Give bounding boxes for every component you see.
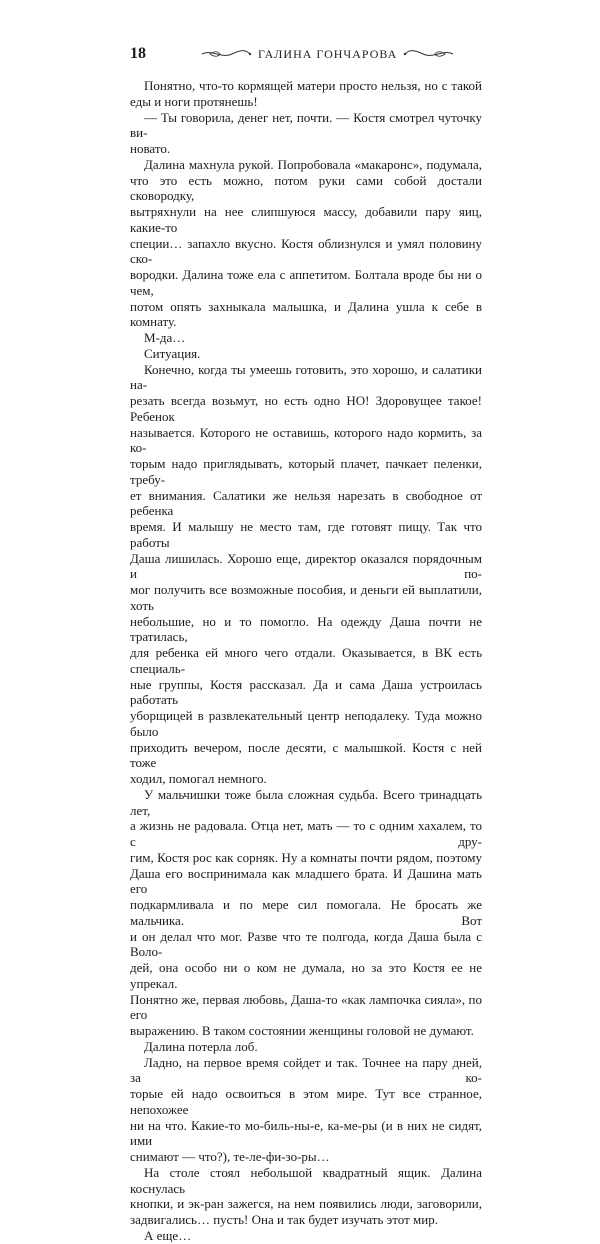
text-line: Конечно, когда ты умеешь готовить, это хорошо, и салатики на-: [130, 361, 482, 393]
text-line: — Ты говорила, денег нет, почти. — Костя смотрел чуточку ви-: [130, 109, 482, 141]
text-line: дей, она особо ни о ком не думала, но за это Костя ее не упрекал.: [130, 960, 482, 991]
text-line: Ситуация.: [144, 345, 201, 361]
text-line: ходил, помогал немного.: [130, 771, 267, 786]
text-line: новато.: [130, 141, 171, 156]
text-line: Далина потерла лоб.: [144, 1038, 258, 1054]
text-line: еды и ноги протянешь!: [130, 93, 258, 109]
flourish-ornament-right-icon: [403, 48, 455, 60]
text-line: задвигались… пусть! Она и так будет изучать этот мир.: [130, 1212, 438, 1227]
text-line: и он делал что мог. Разве что те полгода, когда Даша была с Воло-: [130, 928, 482, 960]
text-line: ни на что. Какие-то мо-биль-ны-е, ка-ме-ры (и в них не сидят, ими: [130, 1117, 482, 1149]
text-line: У мальчишки тоже была сложная судьба. Всего тринадцать лет,: [130, 786, 482, 818]
text-line: На столе стоял небольшой квадратный ящик. Далина коснулась: [130, 1164, 482, 1196]
text-line: небольшие, но и то помогло. На одежду Даша почти не тратилась,: [130, 613, 482, 645]
text-line: торые ей надо освоиться в этом мире. Тут все странное, непохожее: [130, 1086, 482, 1117]
text-line: выражению. В таком состоянии женщины головой не думают.: [130, 1023, 474, 1038]
text-line: для ребенка ей много чего отдали. Оказывается, в ВК есть специаль-: [130, 645, 482, 676]
text-line: уборщицей в развлекательный центр неподалеку. Туда можно было: [130, 708, 482, 739]
text-line: а жизнь не радовала. Отца нет, мать — то с одним хахалем, то с дру-: [130, 818, 482, 849]
text-line: приходить вечером, после десяти, с малышкой. Костя с ней тоже: [130, 739, 482, 771]
author-name: ГАЛИНА ГОНЧАРОВА: [258, 46, 398, 61]
text-line: Даша лишилась. Хорошо еще, директор оказался порядочным и по-: [130, 550, 482, 582]
text-line: Понятно, что-то кормящей матери просто нельзя, но с такой: [144, 78, 482, 93]
text-line: вородки. Далина тоже ела с аппетитом. Болтала вроде бы ни о чем,: [130, 267, 482, 298]
text-line: кнопки, и эк-ран зажегся, на нем появились люди, заговорили,: [130, 1196, 482, 1212]
text-line: подкармливала и по мере сил помогала. Не бросать же мальчика. Вот: [130, 897, 482, 928]
text-line: резать всегда возьмут, но есть одно НО! Здоровущее такое! Ребенок: [130, 393, 482, 424]
text-line: гим, Костя рос как сорняк. Ну а комнаты почти рядом, поэтому: [130, 849, 482, 865]
text-line: Далина махнула рукой. Попробовала «макаронс», подумала,: [144, 156, 482, 172]
text-line: снимают — что?), те-ле-фи-зо-ры…: [130, 1149, 330, 1164]
text-line: М-да…: [144, 330, 186, 345]
text-line: торым надо приглядывать, который плачет, пачкает пеленки, требу-: [130, 456, 482, 487]
running-header: [130, 44, 482, 64]
text-line: что это есть можно, потом руки сами собой достали сковородку,: [130, 172, 482, 204]
page-body-text: [130, 78, 482, 1244]
text-line: ные группы, Костя рассказал. Да и сама Даша устроилась работать: [130, 676, 482, 708]
text-line: мог получить все возможные пособия, и деньги ей выплатили, хоть: [130, 582, 482, 613]
text-line: Даша его воспринимала как младшего брата. И Дашина мать его: [130, 865, 482, 897]
text-line: потом опять захныкала малышка, и Далина ушла к себе в комнату.: [130, 298, 482, 330]
flourish-ornament-left-icon: [200, 48, 252, 60]
author-header: [200, 44, 482, 64]
page-number: 18: [130, 45, 146, 62]
text-line: ет внимания. Салатики же нельзя нарезать в свободное от ребенка: [130, 487, 482, 519]
text-line: вытряхнули на нее слипшуюся массу, добавили пару яиц, какие-то: [130, 204, 482, 235]
text-line: специи… запахло вкусно. Костя облизнулся и умял половину ско-: [130, 235, 482, 267]
text-line: Ладно, на первое время сойдет и так. Точнее на пару дней, за ко-: [130, 1054, 482, 1086]
text-line: называется. Которого не оставишь, которого надо кормить, за ко-: [130, 424, 482, 456]
text-line: А еще…: [144, 1227, 192, 1243]
text-line: время. И малышу не место там, где готовят пищу. Так что работы: [130, 519, 482, 550]
text-line: Понятно же, первая любовь, Даша-то «как лампочка сияла», по его: [130, 991, 482, 1023]
